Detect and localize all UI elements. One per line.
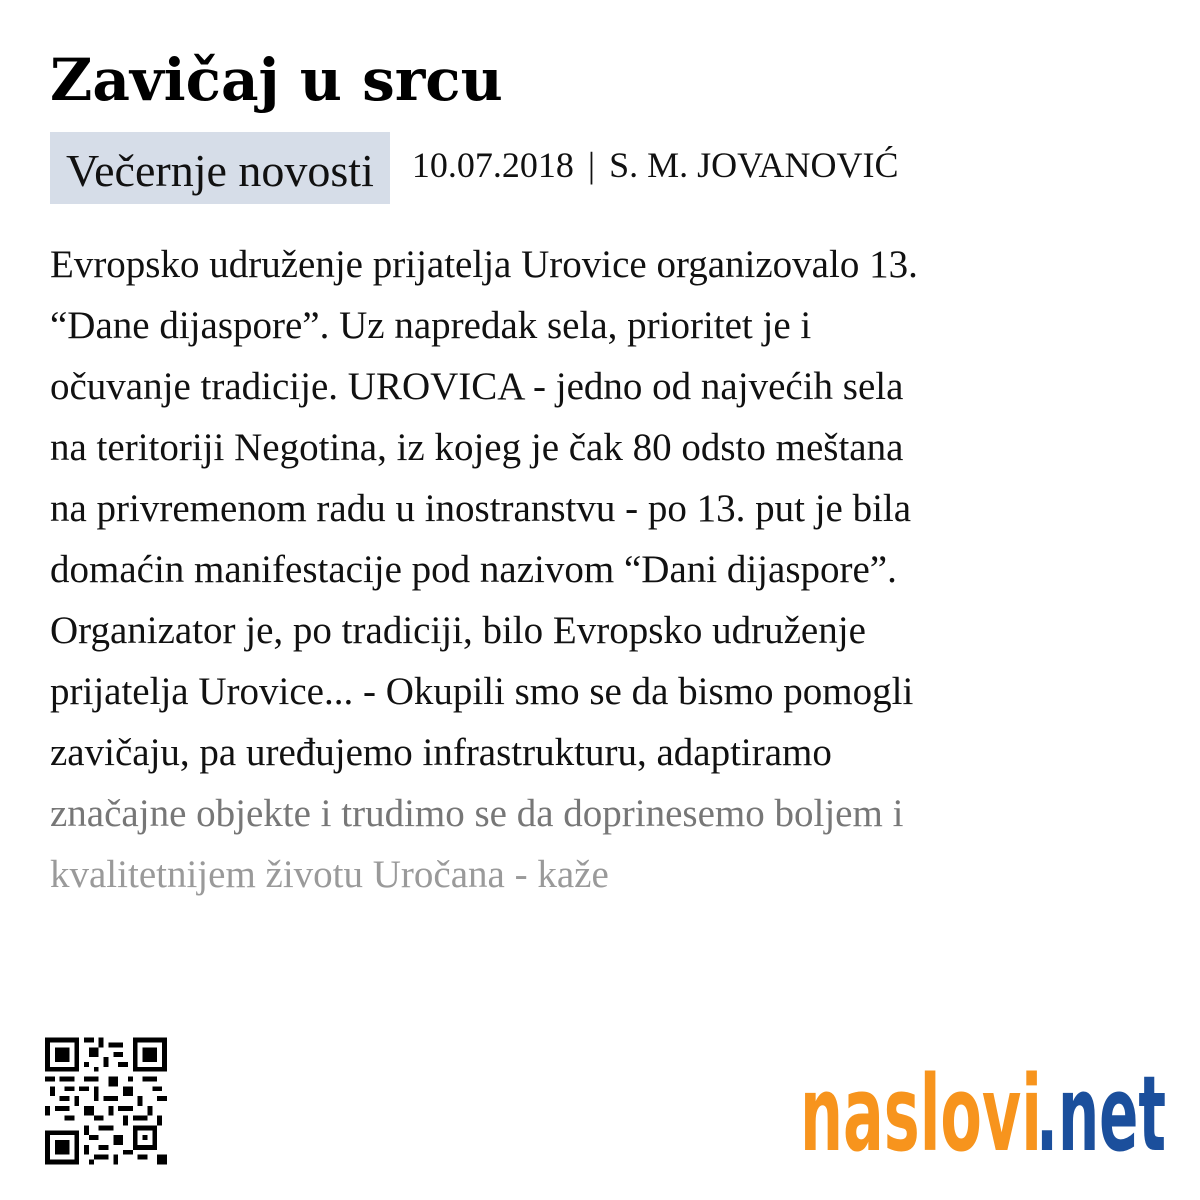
logo-text-naslovi: naslovi: [800, 1053, 1042, 1175]
article-line: zavičaju, pa uređujemo infrastrukturu, adaptiramo: [50, 731, 832, 774]
meta-info: [412, 144, 899, 186]
article-line: na privremenom radu u inostranstvu - po 13. put je bila: [50, 487, 912, 530]
article-title: Zavičaj u srcu: [50, 46, 503, 114]
article-author: S. M. JOVANOVIĆ: [609, 145, 899, 185]
source-badge[interactable]: Večernje novosti: [50, 132, 390, 204]
article-line: na teritoriji Negotina, iz kojeg je čak 80 odsto meštana: [50, 426, 904, 469]
article-date: 10.07.2018: [411, 145, 574, 185]
article-body: [50, 234, 1170, 905]
logo-text-net: .net: [1036, 1053, 1166, 1175]
article-line: prijatelja Urovice... - Okupili smo se da bismo pomogli: [50, 670, 914, 713]
meta-separator: |: [587, 145, 596, 185]
qr-code-icon[interactable]: [45, 1037, 167, 1165]
article-line: očuvanje tradicije. UROVICA - jedno od najvećih sela: [50, 365, 904, 408]
article-line: značajne objekte i trudimo se da doprinesemo boljem i: [50, 792, 904, 835]
article-line: domaćin manifestacije pod nazivom “Dani dijaspore”.: [50, 548, 897, 591]
article-line: Evropsko udruženje prijatelja Urovice organizovalo 13.: [50, 243, 918, 286]
article-line: Organizator je, po tradiciji, bilo Evropsko udruženje: [50, 609, 866, 652]
article-line: kvalitetnijem životu Uročana - kaže: [50, 853, 609, 896]
article-line: “Dane dijaspore”. Uz napredak sela, prioritet je i: [50, 304, 812, 347]
naslovi-logo[interactable]: [800, 1053, 1168, 1175]
article-meta: [50, 132, 898, 204]
